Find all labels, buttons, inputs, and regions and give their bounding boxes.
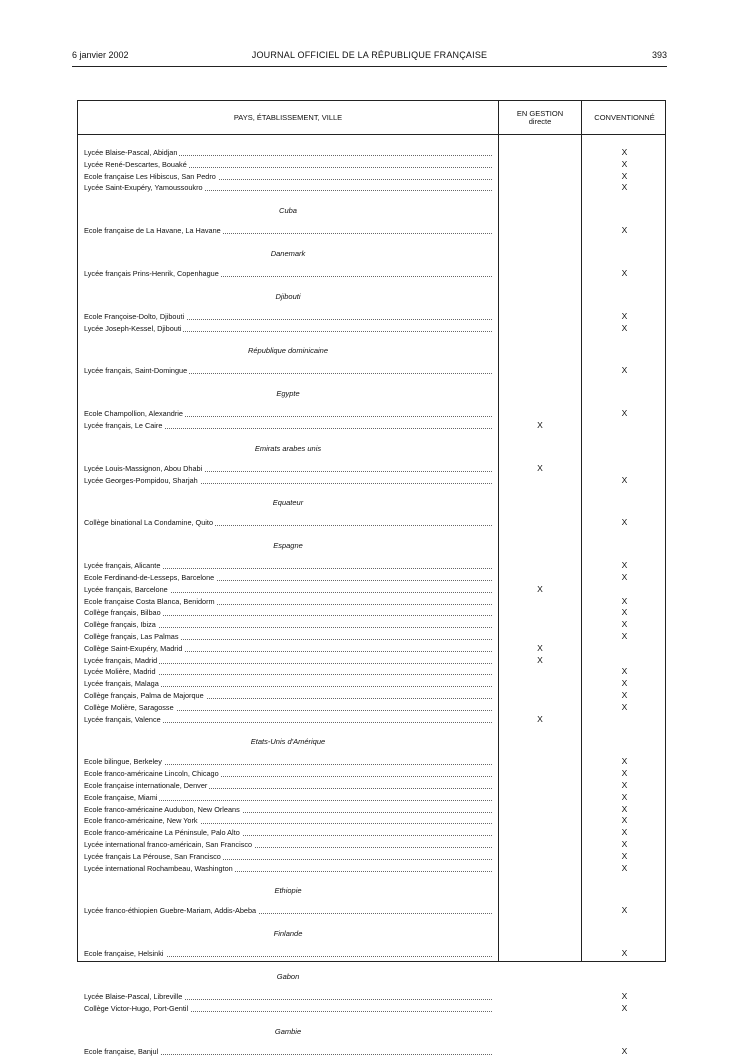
establishment-name: Ecole française, Miami	[84, 792, 158, 802]
gestion-directe-mark: X	[537, 462, 543, 473]
establishment-name: Lycée Blaise-Pascal, Abidjan	[84, 148, 178, 157]
establishment-name: Lycée Louis-Massignon, Abou Dhabi	[84, 463, 203, 473]
establishment-name: Ecole Françoise-Dolto, Djibouti	[84, 311, 185, 321]
conventionne-mark: X	[621, 310, 628, 321]
establishment-name: Lycée Blaise-Pascal, Libreville	[84, 992, 183, 1001]
country-heading: Egypte	[276, 389, 300, 399]
establishment-name: Lycée Joseph-Kessel, Djibouti	[84, 323, 182, 333]
gestion-directe-mark: X	[537, 642, 543, 653]
conventionne-mark: X	[621, 678, 628, 689]
conventionne-mark: X	[621, 780, 628, 790]
conventionne-mark: X	[621, 827, 628, 838]
conventionne-mark: X	[621, 365, 628, 376]
conventionne-mark: X	[621, 690, 628, 700]
table-row	[78, 147, 665, 158]
conventionne-mark: X	[621, 850, 628, 861]
table-row	[78, 171, 665, 182]
establishment-name: Collège français, Ibiza	[84, 620, 156, 630]
page-header	[72, 50, 667, 64]
conventionne-mark: X	[621, 225, 628, 236]
conventionne-mark: X	[621, 170, 628, 181]
column-header-gestion-line1: EN GESTION	[516, 108, 564, 118]
table-row	[78, 420, 665, 431]
establishment-name: Collège Molière, Saragosse	[84, 702, 174, 712]
column-header-gestion-line2: directe	[528, 116, 552, 126]
establishment-name: Ecole française, Banjul	[84, 1046, 159, 1056]
conventionne-mark: X	[621, 595, 628, 606]
establishment-name: Lycée Georges-Pompidou, Sharjah	[84, 475, 198, 485]
country-heading: Equateur	[272, 498, 304, 508]
conventionne-mark: X	[621, 948, 628, 959]
table-row	[78, 839, 665, 850]
establishment-name: Lycée français, Le Caire	[84, 421, 163, 430]
table-row	[78, 311, 665, 322]
table-row	[78, 690, 665, 701]
establishment-name: Ecole franco-américaine Lincoln, Chicago	[84, 769, 219, 779]
conventionne-mark: X	[621, 701, 628, 712]
table-row	[78, 666, 665, 677]
gestion-directe-mark: X	[537, 583, 543, 594]
establishment-name: Collège Saint-Exupéry, Madrid	[84, 643, 183, 653]
table-row	[78, 815, 665, 826]
country-heading: République dominicaine	[247, 346, 329, 356]
establishment-name: Ecole française, Helsinki	[84, 949, 164, 959]
table-row	[78, 607, 665, 618]
establishment-name: Collège français, Bilbao	[84, 608, 161, 618]
establishment-name: Collège français, Las Palmas	[84, 632, 179, 641]
table-row	[78, 991, 665, 1002]
establishment-name: Ecole française Costa Blanca, Benidorm	[84, 596, 215, 606]
country-heading: Emirats arabes unis	[254, 443, 322, 453]
country-heading: Djibouti	[275, 291, 301, 301]
table-row	[78, 948, 665, 959]
establishment-name: Ecole franco-américaine La Péninsule, Palo Alto	[84, 828, 240, 838]
conventionne-mark: X	[621, 1045, 628, 1056]
country-heading: Espagne	[273, 541, 303, 551]
conventionne-mark: X	[621, 572, 628, 582]
establishment-name: Ecole franco-américaine, New York	[84, 816, 198, 826]
table-row	[78, 475, 665, 486]
table-row	[78, 678, 665, 689]
establishment-name: Ecole Ferdinand-de-Lesseps, Barcelone	[84, 573, 215, 582]
table-row	[78, 863, 665, 874]
table-row	[78, 182, 665, 193]
country-heading: Etats-Unis d'Amérique	[250, 737, 326, 747]
country-heading: Gabon	[276, 972, 300, 981]
column-header-pays: PAYS, ÉTABLISSEMENT, VILLE	[233, 112, 343, 122]
conventionne-mark: X	[621, 322, 628, 333]
table-row	[78, 714, 665, 725]
conventionne-mark: X	[621, 991, 628, 1001]
conventionne-mark: X	[621, 862, 628, 873]
journal-title: JOURNAL OFFICIEL DE LA RÉPUBLIQUE FRANÇAISE	[251, 50, 488, 60]
establishments-table	[77, 100, 666, 1056]
table-row	[78, 643, 665, 654]
table-row	[78, 268, 665, 279]
table-row	[78, 804, 665, 815]
table-row	[78, 851, 665, 862]
table-row	[78, 596, 665, 607]
conventionne-mark: X	[621, 839, 628, 849]
country-heading: Ethiopie	[274, 886, 302, 896]
establishment-name: Lycée franco-éthiopien Guebre-Mariam, Addis-Abeba	[84, 906, 257, 916]
country-heading: Danemark	[270, 249, 306, 258]
conventionne-mark: X	[621, 666, 628, 677]
column-header-conventionne: CONVENTIONNÉ	[594, 112, 655, 122]
table-row	[78, 365, 665, 376]
table-row	[78, 1003, 665, 1014]
conventionne-mark: X	[621, 756, 628, 767]
table-row	[78, 756, 665, 767]
conventionne-mark: X	[621, 631, 628, 641]
table-row	[78, 768, 665, 779]
table-row	[78, 827, 665, 838]
conventionne-mark: X	[621, 607, 628, 618]
country-heading: Finlande	[273, 929, 303, 939]
page-date: 6 janvier 2002	[72, 50, 129, 60]
table-row	[78, 159, 665, 170]
establishment-name: Lycée français Prins-Henrik, Copenhague	[84, 269, 219, 278]
establishment-name: Ecole Champollion, Alexandrie	[84, 409, 183, 419]
conventionne-mark: X	[621, 1002, 628, 1013]
establishment-name: Lycée français, Barcelone	[84, 584, 168, 594]
conventionne-mark: X	[621, 560, 628, 571]
table-row	[78, 780, 665, 791]
establishment-name: Ecole française Les Hibiscus, San Pedro	[84, 171, 216, 181]
establishment-name: Lycée français, Malaga	[84, 679, 159, 689]
establishment-name: Collège français, Palma de Majorque	[84, 691, 204, 700]
establishment-name: Lycée Molière, Madrid	[84, 667, 156, 677]
conventionne-mark: X	[621, 791, 628, 802]
conventionne-mark: X	[621, 815, 628, 826]
conventionne-mark: X	[621, 517, 628, 528]
table-row	[78, 792, 665, 803]
establishment-name: Ecole bilingue, Berkeley	[84, 757, 162, 767]
table-body	[78, 101, 665, 1056]
establishment-name: Lycée français, Alicante	[84, 561, 161, 571]
table-row	[78, 1046, 665, 1057]
establishment-name: Lycée français, Madrid	[84, 655, 158, 665]
conventionne-mark: X	[621, 268, 628, 278]
table-row	[78, 517, 665, 528]
conventionne-mark: X	[621, 474, 628, 485]
conventionne-mark: X	[621, 905, 628, 916]
establishment-name: Lycée René-Descartes, Bouaké	[84, 159, 187, 169]
table-row	[78, 584, 665, 595]
conventionne-mark: X	[621, 408, 628, 419]
page-number: 393	[651, 50, 667, 60]
establishment-name: Lycée français La Pérouse, San Francisco	[84, 851, 221, 861]
table-row	[78, 225, 665, 236]
establishment-name: Ecole française internationale, Denver	[84, 781, 208, 790]
conventionne-mark: X	[621, 619, 628, 630]
establishment-name: Lycée français, Saint-Domingue	[84, 366, 188, 376]
table-row	[78, 655, 665, 666]
establishment-name: Collège binational La Condamine, Quito	[84, 518, 213, 528]
table-row	[78, 463, 665, 474]
table-row	[78, 323, 665, 334]
table-row	[78, 560, 665, 571]
establishment-name: Lycée international franco-américain, San Francisco	[84, 840, 253, 849]
table-row	[78, 619, 665, 630]
table-row	[78, 408, 665, 419]
establishment-name: Lycée international Rochambeau, Washington	[84, 863, 233, 873]
conventionne-mark: X	[621, 768, 628, 779]
gestion-directe-mark: X	[537, 420, 543, 430]
establishment-name: Lycée Saint-Exupéry, Yamoussoukro	[84, 183, 203, 193]
table-row	[78, 572, 665, 583]
establishment-name: Lycée français, Valence	[84, 714, 161, 724]
gestion-directe-mark: X	[537, 713, 543, 724]
table-row	[78, 702, 665, 713]
establishment-name: Ecole franco-américaine Audubon, New Orleans	[84, 804, 240, 814]
establishment-name: Collège Victor-Hugo, Port-Gentil	[84, 1003, 189, 1013]
conventionne-mark: X	[621, 158, 628, 169]
establishment-name: Ecole française de La Havane, La Havane	[84, 226, 221, 236]
country-heading: Gambie	[274, 1026, 302, 1036]
country-heading: Cuba	[279, 206, 297, 216]
conventionne-mark: X	[621, 803, 628, 814]
header-rule	[72, 66, 667, 67]
conventionne-mark: X	[621, 182, 628, 193]
gestion-directe-mark: X	[537, 654, 543, 665]
conventionne-mark: X	[621, 147, 628, 157]
table-row	[78, 905, 665, 916]
table-row	[78, 631, 665, 642]
